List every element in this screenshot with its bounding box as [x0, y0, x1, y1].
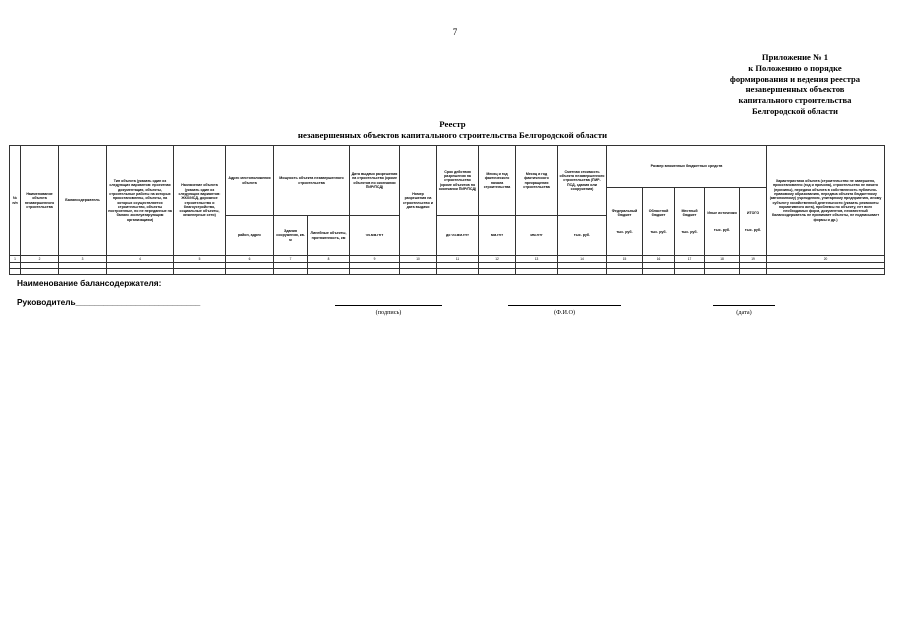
column-number: 20 — [767, 256, 885, 263]
column-number: 7 — [274, 256, 308, 263]
column-number: 17 — [675, 256, 705, 263]
unit-cost: тыс. руб. — [558, 216, 607, 256]
table-cell — [705, 269, 740, 275]
appendix-header — [700, 52, 890, 117]
table-cell — [607, 269, 643, 275]
budget-other-label: Иные источники — [707, 210, 737, 215]
header-planned-end: Месяц и год фактического прекращения строительства — [516, 146, 558, 216]
table-cell — [558, 269, 607, 275]
column-number: 15 — [607, 256, 643, 263]
appendix-line: незавершенных объектов — [745, 84, 845, 95]
table-cell — [350, 269, 400, 275]
appendix-line: Приложение № 1 — [761, 52, 829, 62]
column-number: 14 — [558, 256, 607, 263]
header-purpose: Назначение объекта (указать один из следующих вариантов: ЖКХ/ИСД, дорожное строительство и благоустройство, социальные объекты, инженерные сети) — [174, 146, 226, 256]
header-budget-federal — [607, 188, 643, 256]
table-cell — [21, 269, 59, 275]
unit-permit-term: до чч.мм.гггг — [437, 216, 479, 256]
column-number: 16 — [643, 256, 675, 263]
unit-federal: тыс. руб. — [616, 230, 633, 235]
column-number-row — [10, 256, 885, 263]
unit-permit-date: чч.мм.гггг — [350, 216, 400, 256]
table-cell — [479, 269, 516, 275]
budget-local-label: Местный бюджет — [681, 208, 698, 217]
header-capacity: Мощность объекта незавершенного строительства — [274, 146, 350, 216]
header-num: № п/п — [10, 146, 21, 256]
header-capacity-buildings: Здания сооружения, кв. м — [274, 216, 308, 256]
page-number: 7 — [452, 27, 458, 37]
header-holder: Балансодержатель — [59, 146, 107, 256]
header-budget-total — [740, 188, 767, 256]
header-start: Месяц и год фактического начала строительства — [479, 146, 516, 216]
column-number: 4 — [107, 256, 174, 263]
table-cell — [643, 269, 675, 275]
table-cell — [226, 269, 274, 275]
fio-caption: (Ф.И.О) — [553, 309, 576, 316]
header-budget-local — [675, 188, 705, 256]
date-line — [713, 305, 775, 306]
header-name: Наименование объекта незавершенного строительства — [21, 146, 59, 256]
column-number: 5 — [174, 256, 226, 263]
column-number: 9 — [350, 256, 400, 263]
column-number: 12 — [479, 256, 516, 263]
header-permit-no: Номер разрешения на строительство и дата выдачи — [400, 146, 437, 256]
title-line-1: Реестр — [439, 119, 466, 129]
document-title — [200, 119, 705, 141]
header-characteristic: Характеристика объекта (строительство не завершено, приостановлено (год и причина), строительство не начато (причины), передача объекта в собственность публично-правовому образованию, передача объекта бюджетному (автономному) учреждению, унитарному предприятию, иному субъекту хозяйственной деятельности (указать реквизиты нормативного акта), проблемы по объекту, нет всех необходимых форм, документов, неизвестный балансодержатель не принимает объекты, не подписывает формы и др.) — [767, 146, 885, 256]
column-number: 10 — [400, 256, 437, 263]
budget-total-label: ИТОГО — [746, 210, 760, 215]
header-capacity-linear: Линейные объекты, протяженность, км — [308, 216, 350, 256]
appendix-line: формирования и ведения реестра — [729, 73, 861, 84]
unit-planned-end: мм.гггг — [516, 216, 558, 256]
column-number: 1 — [10, 256, 21, 263]
column-number: 2 — [21, 256, 59, 263]
table-cell — [174, 269, 226, 275]
header-cost: Сметная стоимость объекта незавершенного строительства (ПИР-ПСД, здания или сооружения) — [558, 146, 607, 216]
table-row — [10, 269, 885, 275]
header-budget: Размер вложенных бюджетных средств — [607, 146, 767, 188]
table-cell — [516, 269, 558, 275]
table-cell — [437, 269, 479, 275]
table-cell — [675, 269, 705, 275]
header-address: Адрес местоположения объекта — [226, 146, 274, 216]
unit-total: тыс. руб. — [744, 227, 762, 232]
unit-address: район, адрес — [226, 216, 274, 256]
table-cell — [59, 269, 107, 275]
budget-federal-label: Федеральный бюджет — [611, 208, 638, 217]
table-cell — [767, 269, 885, 275]
appendix-line: капитального строительства — [738, 95, 852, 106]
date-caption: (дата) — [736, 309, 752, 316]
unit-regional: тыс. руб. — [650, 230, 667, 235]
table-cell — [740, 269, 767, 275]
table-cell — [10, 269, 21, 275]
header-permit-date: Дата выдачи разрешения на строительство (кроме объектов по окончании ПИР/ПСД) — [350, 146, 400, 216]
column-number: 6 — [226, 256, 274, 263]
appendix-line: к Положению о порядке — [748, 62, 842, 73]
holder-label: Наименование балансодержателя: — [17, 278, 162, 288]
column-number: 19 — [740, 256, 767, 263]
column-number: 11 — [437, 256, 479, 263]
unit-other: тыс. руб. — [713, 227, 731, 232]
table-cell — [274, 269, 308, 275]
column-number: 8 — [308, 256, 350, 263]
table-cell — [107, 269, 174, 275]
column-number: 13 — [516, 256, 558, 263]
column-number: 18 — [705, 256, 740, 263]
unit-start: мм.гггг — [479, 216, 516, 256]
header-type: Тип объекта (указать один из следующих вариантов: проектная документация, объекты, строительные работы на которых приостановлены, объекты, на которых осуществляется строительство, объекты построенные, но не переданные на баланс эксплуатирующим организациям) — [107, 146, 174, 256]
appendix-line: Белгородской области — [751, 105, 838, 116]
signature-line — [335, 305, 442, 306]
registry-table — [9, 145, 885, 275]
header-budget-regional — [643, 188, 675, 256]
head-label: Руководитель___________________________ — [17, 297, 201, 307]
header-budget-other — [705, 188, 740, 256]
unit-local: тыс. руб. — [681, 230, 698, 235]
signature-caption: (подпись) — [375, 309, 402, 316]
title-line-2: незавершенных объектов капитального строительства Белгородской области — [297, 130, 608, 140]
fio-line — [508, 305, 621, 306]
column-number: 3 — [59, 256, 107, 263]
header-permit-term: Срок действия разрешения на строительство (кроме объектов по окончании ПИР/ПСД) — [437, 146, 479, 216]
budget-regional-label: Областной бюджет — [648, 208, 669, 217]
table-cell — [400, 269, 437, 275]
table-cell — [308, 269, 350, 275]
